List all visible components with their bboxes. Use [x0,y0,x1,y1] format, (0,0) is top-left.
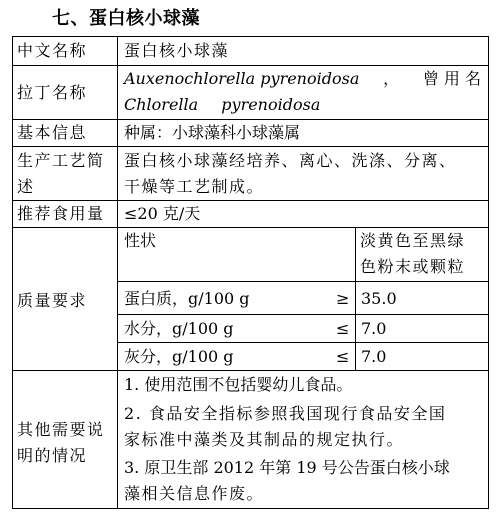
quality-rule [117,342,489,343]
process-label-line2: 述 [17,177,34,196]
latin-name-line1 [124,69,481,89]
section-title: 七、蛋白核小球藻 [52,8,200,29]
moisture-name: 水分，g/100 g [124,319,234,338]
latin-name-former-label: 曾 用 名 [422,69,481,88]
former-name-species: pyrenoidosa [221,95,321,114]
quality-rule [117,281,489,282]
ash-name: 灰分，g/100 g [124,347,234,366]
note-3-line2: 藻相关信息作废。 [124,484,265,503]
note-2-line2: 家标准中藻类及其制品的规定执行。 [124,430,405,449]
intake-value: ≤20 克/天 [124,204,201,223]
notes-label-line2: 明的情况 [17,446,88,465]
trait-value-line1: 淡黄色至黑绿 [360,231,466,250]
protein-name: 蛋白质，g/100 g [124,289,250,308]
table-rule-bottom [12,508,489,509]
quality-label: 质量要求 [17,291,88,310]
table-column-divider [117,36,118,509]
note-1: 1. 使用范围不包括婴幼儿食品。 [124,375,353,394]
intake-label: 推荐食用量 [17,204,105,223]
protein-value: 35.0 [361,289,397,308]
note-3-line1: 3. 原卫生部 2012 年第 19 号公告蛋白核小球 [124,458,450,477]
chinese-name-label: 中文名称 [17,41,88,60]
process-text-line1: 蛋白核小球藻经培养、离心、洗涤、分离、 [124,151,457,170]
table-rule [12,370,489,371]
ash-value: 7.0 [361,347,387,366]
notes-label-line1: 其他需要说 [17,420,105,439]
protein-op: ≥ [336,289,350,308]
table-rule [12,200,489,201]
table-border-right [488,36,489,509]
ash-op: ≤ [336,347,350,366]
moisture-op: ≤ [336,319,350,338]
table-rule [12,119,489,120]
quality-rule [117,314,489,315]
basic-info-label: 基本信息 [17,123,88,142]
former-name-genus: Chlorella [124,95,199,114]
latin-name-species: Auxenochlorella pyrenoidosa [124,69,360,88]
table-border-left [12,36,13,509]
quality-column-divider [355,227,356,370]
latin-name-label: 拉丁名称 [17,83,88,102]
note-2-line1: 2. 食品安全指标参照我国现行食品安全国 [124,404,447,423]
table-rule [12,227,489,228]
chinese-name-value: 蛋白核小球藻 [124,41,230,60]
latin-name-line2 [124,95,320,115]
table-rule [12,146,489,147]
process-text-line2: 干燥等工艺制成。 [124,177,265,196]
latin-name-comma: ， [383,69,400,88]
table-rule [12,65,489,66]
trait-label: 性状 [124,231,157,250]
basic-info-value: 种属：小球藻科小球藻属 [124,123,301,142]
table-rule-top [12,36,489,37]
trait-value-line2: 色粉末或颗粒 [360,257,466,276]
moisture-value: 7.0 [361,319,387,338]
process-label-line1: 生产工艺简 [17,151,105,170]
